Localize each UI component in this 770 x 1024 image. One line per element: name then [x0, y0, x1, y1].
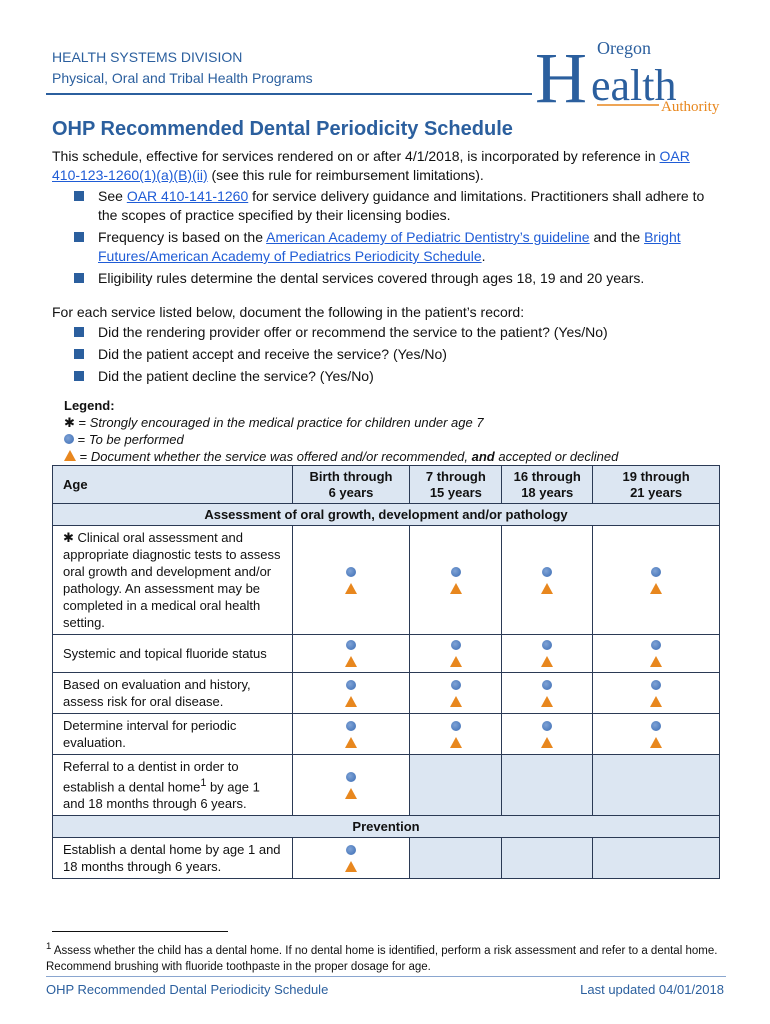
empty-cell: [593, 755, 720, 816]
blue-dot-icon: [542, 640, 552, 650]
guidance-bullets: [74, 187, 714, 291]
aapd-guideline-link[interactable]: American Academy of Pediatric Dentistry’s guideline: [266, 229, 590, 245]
table-row: [53, 635, 720, 673]
logo-letter-h: H: [535, 38, 587, 116]
marker-cell: [593, 714, 720, 755]
intro-text: This schedule, effective for services rendered on or after 4/1/2018, is incorporated by reference in: [52, 148, 660, 164]
service-cell: Based on evaluation and history, assess risk for oral disease.: [53, 673, 293, 714]
bullet-item: Eligibility rules determine the dental services covered through ages 18, 19 and 20 years.: [74, 269, 714, 288]
marker-cell: [502, 635, 593, 673]
blue-dot-icon: [451, 640, 461, 650]
orange-triangle-icon: [650, 656, 662, 667]
table-row: [53, 838, 720, 879]
bullet-item: Did the rendering provider offer or recommend the service to the patient? (Yes/No): [74, 323, 714, 342]
marker-cell: [410, 526, 502, 635]
orange-triangle-icon: [345, 737, 357, 748]
marker-cell: [410, 673, 502, 714]
blue-dot-icon: [542, 721, 552, 731]
orange-triangle-icon: [650, 737, 662, 748]
orange-triangle-icon: [541, 656, 553, 667]
legend-star-row: ✱ = Strongly encouraged in the medical practice for children under age 7: [64, 415, 484, 430]
empty-cell: [410, 838, 502, 879]
bullet-item: Frequency is based on the American Academy of Pediatric Dentistry’s guideline and the Bright Futures/American Academy of Pediatrics Periodicity Schedule.: [74, 228, 714, 266]
blue-dot-icon: [651, 680, 661, 690]
periodicity-table: [52, 465, 720, 879]
oar-1260-link[interactable]: OAR 410-123-1260(1)(a)(B)(ii): [52, 148, 690, 183]
orange-triangle-icon: [345, 861, 357, 872]
footer-divider: [46, 976, 726, 977]
marker-cell: [292, 635, 410, 673]
orange-triangle-icon: [345, 656, 357, 667]
marker-cell: [410, 714, 502, 755]
square-bullet-icon: [74, 349, 84, 359]
bullet-item: See OAR 410-141-1260 for service delivery guidance and limitations. Practitioners shall adhere to the scopes of practice specified by their licensing bodies.: [74, 187, 714, 225]
section-row: [53, 504, 720, 526]
logo-ealth: ealth: [591, 61, 677, 110]
blue-dot-icon: [346, 772, 356, 782]
blue-dot-icon: [346, 640, 356, 650]
empty-cell: [502, 755, 593, 816]
col-header-16-18: 16 through 18 years: [502, 466, 593, 504]
marker-cell: [292, 714, 410, 755]
asterisk-icon: ✱: [63, 530, 74, 545]
footer-date: Last updated 04/01/2018: [580, 982, 724, 997]
orange-triangle-icon: [345, 788, 357, 799]
orange-triangle-icon: [650, 696, 662, 707]
page-header: [52, 47, 532, 89]
col-header-birth-6: Birth through 6 years: [292, 466, 410, 504]
service-cell: ✱ Clinical oral assessment and appropriate diagnostic tests to assess oral growth and development and/or pathology. An assessment may be completed in a medical oral health setting.: [53, 526, 293, 635]
marker-cell: [593, 635, 720, 673]
section-header-assessment: Assessment of oral growth, development and/or pathology: [53, 504, 720, 526]
service-cell: Referral to a dentist in order to establish a dental home$^1$ by age 1 and 18 months through 6 years.: [53, 755, 293, 816]
blue-dot-icon: [651, 640, 661, 650]
square-bullet-icon: [74, 327, 84, 337]
blue-dot-icon: [651, 721, 661, 731]
oar-141-link[interactable]: OAR 410-141-1260: [126, 188, 249, 204]
blue-dot-icon: [451, 567, 461, 577]
header-divider: [46, 93, 532, 95]
record-bullets: [74, 323, 714, 389]
oregon-health-authority-logo: [535, 36, 735, 116]
orange-triangle-icon: [450, 737, 462, 748]
orange-triangle-icon: [450, 696, 462, 707]
bullet-item: Did the patient accept and receive the service? (Yes/No): [74, 345, 714, 364]
marker-cell: [502, 714, 593, 755]
col-header-19-21: 19 through 21 years: [593, 466, 720, 504]
blue-dot-icon: [346, 721, 356, 731]
legend: [64, 397, 618, 465]
blue-dot-icon: [542, 680, 552, 690]
square-bullet-icon: [74, 371, 84, 381]
orange-triangle-icon: [450, 656, 462, 667]
bullet-item: Did the patient decline the service? (Yes/No): [74, 367, 714, 386]
marker-cell: [593, 673, 720, 714]
empty-cell: [410, 755, 502, 816]
empty-cell: [502, 838, 593, 879]
table-row: [53, 526, 720, 635]
square-bullet-icon: [74, 273, 84, 283]
record-intro: For each service listed below, document the following in the patient’s record:: [52, 304, 525, 320]
blue-dot-icon: [651, 567, 661, 577]
table-row: [53, 714, 720, 755]
orange-triangle-icon: [541, 583, 553, 594]
service-cell: Establish a dental home by age 1 and 18 months through 6 years.: [53, 838, 293, 879]
logo-oregon: Oregon: [597, 38, 651, 58]
orange-triangle-icon: [345, 696, 357, 707]
marker-cell: [410, 635, 502, 673]
blue-dot-icon: [542, 567, 552, 577]
logo-authority: Authority: [661, 99, 720, 115]
blue-dot-icon: [451, 680, 461, 690]
table-row: [53, 673, 720, 714]
blue-dot-icon: [346, 680, 356, 690]
footnote-divider: [52, 931, 228, 932]
intro-paragraph: [52, 147, 712, 185]
legend-triangle-row: = Document whether the service was offered and/or recommended, and accepted or declined: [64, 448, 618, 465]
marker-cell: [292, 673, 410, 714]
orange-triangle-icon: [64, 450, 76, 461]
legend-dot-row: = To be performed: [64, 431, 618, 448]
blue-dot-icon: [346, 845, 356, 855]
blue-dot-icon: [64, 434, 74, 444]
marker-cell: [502, 526, 593, 635]
division-name: HEALTH SYSTEMS DIVISION: [52, 49, 243, 65]
footer-title: OHP Recommended Dental Periodicity Schedule: [46, 982, 329, 997]
orange-triangle-icon: [345, 583, 357, 594]
footnote-ref: 1: [200, 777, 207, 789]
orange-triangle-icon: [541, 737, 553, 748]
col-header-7-15: 7 through 15 years: [410, 466, 502, 504]
legend-title: Legend:: [64, 398, 115, 413]
bright-futures-link[interactable]: Bright Futures/American Academy of Pediatrics Periodicity Schedule: [98, 229, 681, 264]
table-row: [53, 755, 720, 816]
orange-triangle-icon: [450, 583, 462, 594]
square-bullet-icon: [74, 232, 84, 242]
footnote: $^1$ Assess whether the child has a dental home. If no dental home is identified, perform a risk assessment and refer to a dental home. Recommend brushing with fluoride toothpaste in the proper dosage for age.: [46, 941, 718, 973]
empty-cell: [593, 838, 720, 879]
section-row: [53, 816, 720, 838]
marker-cell: [292, 755, 410, 816]
asterisk-icon: ✱: [64, 415, 75, 430]
intro-text-end: (see this rule for reimbursement limitations).: [207, 167, 484, 183]
orange-triangle-icon: [650, 583, 662, 594]
age-header: Age: [53, 466, 293, 504]
table-header-row: [53, 466, 720, 504]
program-name: Physical, Oral and Tribal Health Programs: [52, 70, 313, 86]
page-title: OHP Recommended Dental Periodicity Schedule: [52, 118, 513, 140]
section-header-prevention: Prevention: [53, 816, 720, 838]
blue-dot-icon: [346, 567, 356, 577]
marker-cell: [292, 526, 410, 635]
blue-dot-icon: [451, 721, 461, 731]
service-cell: Determine interval for periodic evaluation.: [53, 714, 293, 755]
marker-cell: [292, 838, 410, 879]
orange-triangle-icon: [541, 696, 553, 707]
marker-cell: [502, 673, 593, 714]
marker-cell: [593, 526, 720, 635]
service-cell: Systemic and topical fluoride status: [53, 635, 293, 673]
square-bullet-icon: [74, 191, 84, 201]
